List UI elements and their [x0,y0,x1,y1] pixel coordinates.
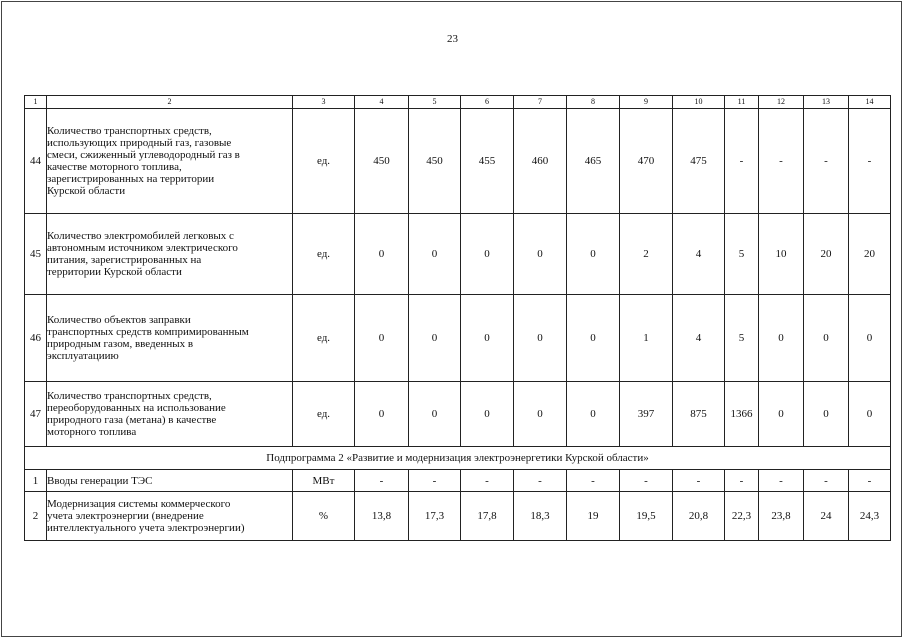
indicator-name-line: питания, зарегистрированных на [47,254,202,266]
subprogram-title: Подпрограмма 2 «Развитие и модернизация электроэнергетики Курской области» [25,447,891,470]
column-number: 9 [620,96,673,109]
value-cell: 0 [514,214,567,295]
row-number: 44 [25,109,47,214]
row-number: 46 [25,295,47,382]
indicator-name [47,492,293,541]
value-cell: - [567,470,620,492]
value-cell: 470 [620,109,673,214]
row-number: 45 [25,214,47,295]
value-cell: 0 [409,214,461,295]
indicator-name-line: учета электроэнергии (внедрение [47,510,204,522]
value-cell: - [514,470,567,492]
indicator-name-line: эксплуатациию [47,350,119,362]
value-cell: 5 [725,214,759,295]
column-number: 12 [759,96,804,109]
indicator-name-line: Количество электромобилей легковых с [47,230,234,242]
indicator-name-line: природным газом, введенных в [47,338,194,350]
value-cell: 0 [567,382,620,447]
value-cell: 0 [461,382,514,447]
value-cell: 0 [409,382,461,447]
column-number: 4 [355,96,409,109]
indicator-name-line: территории Курской области [47,266,182,278]
value-cell: 20,8 [673,492,725,541]
value-cell: 24,3 [849,492,891,541]
column-number: 8 [567,96,620,109]
indicator-name-line: Курской области [47,185,126,197]
value-cell: 0 [461,295,514,382]
value-cell: 4 [673,295,725,382]
column-number: 13 [804,96,849,109]
value-cell: 455 [461,109,514,214]
value-cell: 0 [759,382,804,447]
indicator-name-line: Модернизация системы коммерческого [47,498,231,510]
value-cell: - [620,470,673,492]
value-cell: 2 [620,214,673,295]
value-cell: 19,5 [620,492,673,541]
table-row [25,214,891,295]
value-cell: 4 [673,214,725,295]
value-cell: 19 [567,492,620,541]
value-cell: 10 [759,214,804,295]
value-cell: - [673,470,725,492]
column-number: 10 [673,96,725,109]
indicator-name-line: Количество транспортных средств, [47,125,212,137]
value-cell: 450 [355,109,409,214]
unit-cell: ед. [293,295,355,382]
value-cell: 0 [355,382,409,447]
value-cell: 0 [849,295,891,382]
indicators-table [24,95,891,541]
indicator-name [47,214,293,295]
value-cell: 22,3 [725,492,759,541]
table-row [25,382,891,447]
indicator-name-line: моторного топлива [47,426,137,438]
indicator-name-line: транспортных средств компримированным [47,326,249,338]
unit-cell: МВт [293,470,355,492]
value-cell: 23,8 [759,492,804,541]
indicator-name-line: переоборудованных на использование [47,402,226,414]
value-cell: - [355,470,409,492]
indicator-name-line: интеллектуального учета электроэнергии) [47,522,245,534]
value-cell: 0 [461,214,514,295]
value-cell: 0 [355,214,409,295]
subprogram-row [25,447,891,470]
column-number: 7 [514,96,567,109]
value-cell: 17,8 [461,492,514,541]
value-cell: 18,3 [514,492,567,541]
value-cell: 5 [725,295,759,382]
column-number: 11 [725,96,759,109]
value-cell: 0 [849,382,891,447]
value-cell: 460 [514,109,567,214]
indicator-name-line: Количество транспортных средств, [47,390,212,402]
indicator-name-line: автономным источником электрического [47,242,238,254]
value-cell: 0 [567,214,620,295]
indicator-name [47,382,293,447]
table-row [25,492,891,541]
value-cell: 0 [409,295,461,382]
indicator-name-line: зарегистрированных на территории [47,173,215,185]
value-cell: 0 [759,295,804,382]
value-cell: 875 [673,382,725,447]
indicator-name-line: Вводы генерации ТЭС [47,474,153,487]
column-number: 6 [461,96,514,109]
value-cell: - [849,109,891,214]
value-cell: - [804,109,849,214]
value-cell: 475 [673,109,725,214]
column-number: 5 [409,96,461,109]
value-cell: - [461,470,514,492]
value-cell: 0 [804,382,849,447]
unit-cell: ед. [293,214,355,295]
indicator-name [47,109,293,214]
column-number: 3 [293,96,355,109]
value-cell: 450 [409,109,461,214]
row-number: 1 [25,470,47,492]
value-cell: 0 [514,382,567,447]
value-cell: 17,3 [409,492,461,541]
indicator-name-line: Количество объектов заправки [47,314,191,326]
column-number: 1 [25,96,47,109]
column-number-row [25,96,891,109]
value-cell: 0 [514,295,567,382]
value-cell: - [409,470,461,492]
unit-cell: ед. [293,109,355,214]
value-cell: 1366 [725,382,759,447]
value-cell: 397 [620,382,673,447]
value-cell: - [804,470,849,492]
indicator-name-line: смеси, сжиженный углеводородный газ в [47,149,240,161]
value-cell: 13,8 [355,492,409,541]
unit-cell: ед. [293,382,355,447]
indicator-name-line: природного газа (метана) в качестве [47,414,217,426]
value-cell: 1 [620,295,673,382]
value-cell: - [725,470,759,492]
row-number: 2 [25,492,47,541]
value-cell: 0 [804,295,849,382]
column-number: 14 [849,96,891,109]
value-cell: 24 [804,492,849,541]
value-cell: 0 [355,295,409,382]
value-cell: 465 [567,109,620,214]
indicator-name-line: качестве моторного топлива, [47,161,182,173]
value-cell: - [849,470,891,492]
table-row [25,295,891,382]
table-row [25,470,891,492]
indicator-name [47,470,293,492]
value-cell: - [725,109,759,214]
indicator-name [47,295,293,382]
table-row [25,109,891,214]
value-cell: - [759,109,804,214]
value-cell: 20 [849,214,891,295]
row-number: 47 [25,382,47,447]
column-number: 2 [47,96,293,109]
value-cell: 0 [567,295,620,382]
value-cell: - [759,470,804,492]
value-cell: 20 [804,214,849,295]
indicator-name-line: использующих природный газ, газовые [47,137,232,149]
page-number: 23 [447,33,458,45]
unit-cell: % [293,492,355,541]
